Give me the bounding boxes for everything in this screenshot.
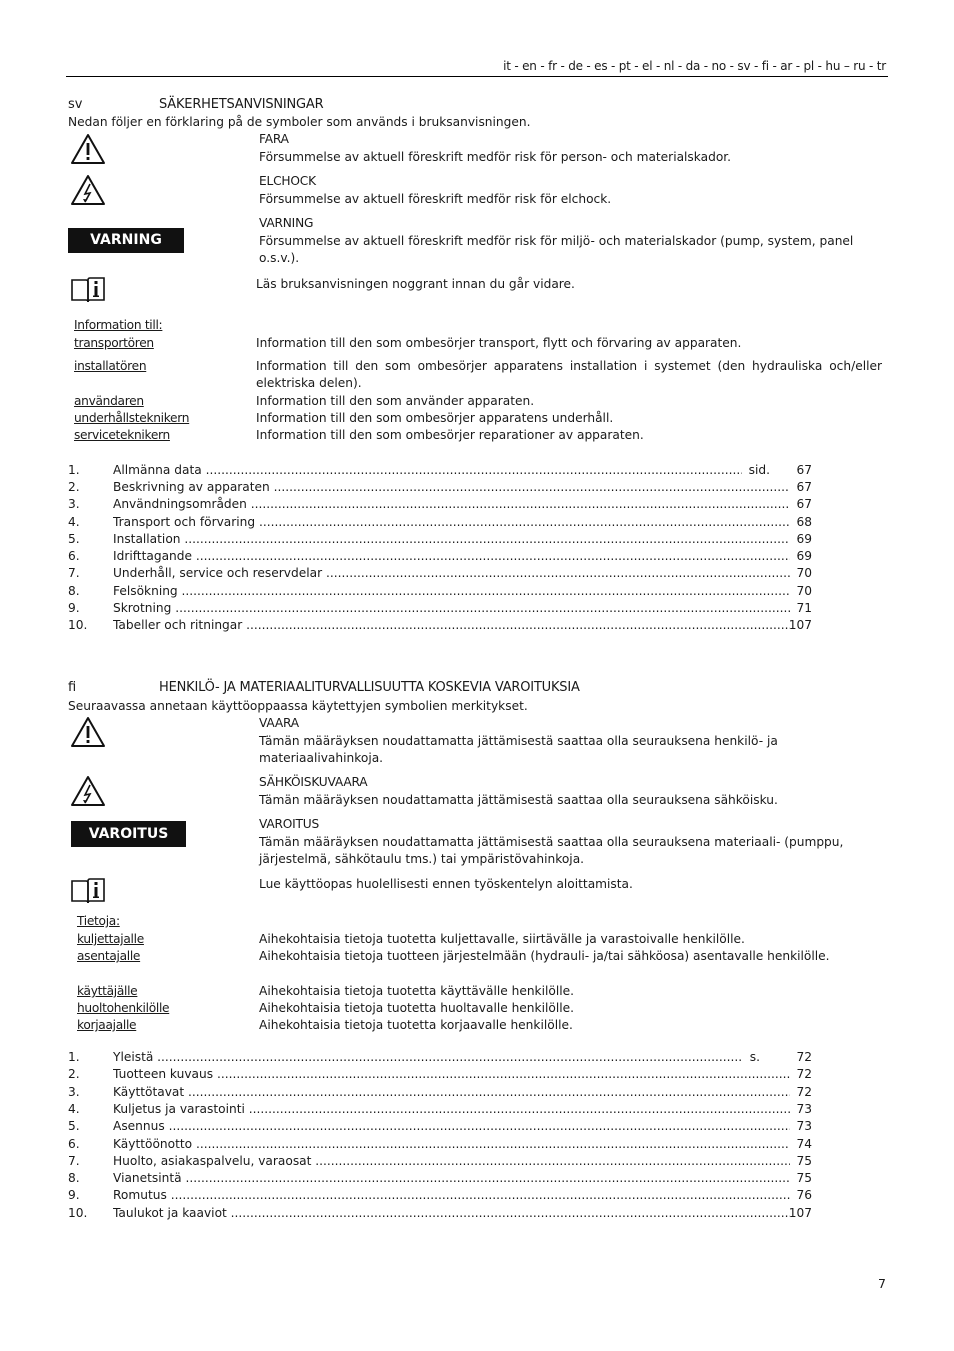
toc-row[interactable] (68, 1187, 812, 1204)
toc-title: Skrotning ..... (113, 600, 790, 617)
toc-number: 7. (68, 566, 80, 580)
info-label-fi: korjaajalle (77, 1018, 137, 1032)
warning-badge-fi: VAROITUS (71, 821, 186, 847)
electric-title-sv: ELCHOCK (259, 174, 316, 188)
toc-number: 5. (68, 1119, 80, 1133)
info-label-sv: transportören (74, 336, 154, 350)
warning-triangle-icon (70, 133, 106, 165)
toc-row[interactable] (68, 496, 812, 513)
toc-number: 6. (68, 1137, 80, 1151)
electric-shock-icon (70, 775, 106, 807)
toc-row[interactable] (68, 479, 812, 496)
toc-page: 107 (788, 618, 812, 632)
toc-title: Transport och förvaring ..... (113, 514, 790, 531)
info-text-sv: Information till den som ombesörjer apparatens installation i systemet (den hydrauliska och/eller elektriska delen). (256, 359, 882, 390)
toc-row[interactable] (68, 462, 812, 479)
info-text-sv: Information till den som ombesörjer transport, flytt och förvaring av apparaten. (256, 336, 742, 350)
toc-page-prefix: sid. (748, 463, 770, 477)
info-label-sv: användaren (74, 394, 144, 408)
toc-page: 72 (796, 1050, 812, 1064)
read-manual-icon (70, 276, 106, 304)
toc-title: Allmänna data ..... (113, 462, 742, 479)
toc-title: Användningsområden ..... (113, 496, 790, 513)
toc-number: 3. (68, 1085, 80, 1099)
danger-text-sv: Försummelse av aktuell föreskrift medför risk för person- och materialskador. (259, 150, 732, 164)
info-label-fi: huoltohenkilölle (77, 1001, 170, 1015)
toc-title: Idrifttagande ..... (113, 548, 790, 565)
toc-number: 7. (68, 1154, 80, 1168)
info-heading-fi: Tietoja: (77, 914, 120, 928)
toc-row[interactable] (68, 531, 812, 548)
toc-title: Yleistä ..... (113, 1049, 742, 1066)
section-code-sv: sv (68, 97, 83, 112)
toc-row[interactable] (68, 548, 812, 565)
toc-page-prefix: s. (749, 1050, 760, 1064)
toc-title: Tuotteen kuvaus ..... (113, 1066, 790, 1083)
info-label-fi: asentajalle (77, 949, 141, 963)
toc-title: Tabeller och ritningar ..... (113, 617, 790, 634)
electric-text-fi: Tämän määräyksen noudattamatta jättämisestä saattaa olla seurauksena sähköisku. (259, 793, 778, 807)
toc-page: 67 (796, 463, 812, 477)
warning-badge-sv: VARNING (68, 228, 184, 253)
info-label-sv: serviceteknikern (74, 428, 170, 442)
info-heading-sv: Information till: (74, 318, 163, 332)
header-rule (66, 76, 888, 77)
toc-title: Käyttötavat ..... (113, 1084, 790, 1101)
toc-page: 68 (796, 515, 812, 529)
toc-page: 72 (796, 1085, 812, 1099)
info-text-sv: Information till den som ombesörjer reparationer av apparaten. (256, 428, 644, 442)
toc-title: Asennus ..... (113, 1118, 790, 1135)
manual-text-sv: Läs bruksanvisningen noggrant innan du går vidare. (256, 277, 575, 291)
danger-title-fi: VAARA (259, 716, 299, 730)
info-label-sv: installatören (74, 359, 147, 373)
warning-text-sv: Försummelse av aktuell föreskrift medför risk för miljö- och materialskador (pump, system, panel o.s.v.). (259, 234, 854, 265)
warning-text-fi: Tämän määräyksen noudattamatta jättämisestä saattaa olla seurauksena materiaali- (pumppu, järjestelmä, sähkötaulu tms.) tai ympäristövahinkoja. (259, 835, 844, 866)
info-text-fi: Aihekohtaisia tietoja tuotetta käyttävälle henkilölle. (259, 984, 574, 998)
toc-number: 2. (68, 480, 80, 494)
section-title-sv: SÄKERHETSANVISNINGAR (159, 97, 324, 112)
toc-page: 75 (796, 1171, 812, 1185)
warning-title-sv: VARNING (259, 216, 314, 230)
danger-text-fi: Tämän määräyksen noudattamatta jättämisestä saattaa olla seurauksena henkilö- ja materiaalivahinkoja. (259, 734, 778, 765)
toc-row[interactable] (68, 1118, 812, 1135)
info-text-fi: Aihekohtaisia tietoja tuotetta korjaavalle henkilölle. (259, 1018, 573, 1032)
electric-title-fi: SÄHKÖISKUVAARA (259, 775, 368, 789)
toc-title: Vianetsintä ..... (113, 1170, 790, 1187)
toc-number: 4. (68, 515, 80, 529)
section-title-fi: HENKILÖ- JA MATERIAALITURVALLISUUTTA KOSKEVIA VAROITUKSIA (159, 680, 580, 695)
toc-row[interactable] (68, 1084, 812, 1101)
toc-number: 8. (68, 1171, 80, 1185)
info-text-fi: Aihekohtaisia tietoja tuotteen järjestelmään (hydrauli- ja/tai sähköosa) asentavalle henkilölle. (259, 949, 830, 963)
toc-title: Installation ..... (113, 531, 790, 548)
warning-triangle-icon (70, 716, 106, 748)
toc-title: Underhåll, service och reservdelar ..... (113, 565, 790, 582)
toc-title: Romutus ..... (113, 1187, 790, 1204)
toc-row[interactable] (68, 1205, 812, 1222)
toc-page: 67 (796, 497, 812, 511)
language-list: it - en - fr - de - es - pt - el - nl - da - no - sv - fi - ar - pl - hu – ru - tr (503, 59, 886, 73)
toc-row[interactable] (68, 565, 812, 582)
toc-number: 10. (68, 618, 88, 632)
warning-title-fi: VAROITUS (259, 817, 320, 831)
toc-title: Käyttöönotto ..... (113, 1136, 790, 1153)
toc-row[interactable] (68, 1049, 812, 1066)
toc-title: Taulukot ja kaaviot ..... (113, 1205, 790, 1222)
info-label-fi: kuljettajalle (77, 932, 144, 946)
toc-page: 74 (796, 1137, 812, 1151)
page-number: 7 (878, 1276, 886, 1291)
toc-row[interactable] (68, 1170, 812, 1187)
toc-row[interactable] (68, 1101, 812, 1118)
danger-title-sv: FARA (259, 132, 289, 146)
toc-page: 69 (796, 532, 812, 546)
manual-text-fi: Lue käyttöopas huolellisesti ennen työskentelyn aloittamista. (259, 877, 633, 891)
toc-title: Beskrivning av apparaten ..... (113, 479, 790, 496)
info-text-fi: Aihekohtaisia tietoja tuotetta kuljettavalle, siirtävälle ja varastoivalle henkilölle. (259, 932, 745, 946)
toc-page: 67 (796, 480, 812, 494)
toc-row[interactable] (68, 514, 812, 531)
toc-row[interactable] (68, 1136, 812, 1153)
toc-number: 3. (68, 497, 80, 511)
toc-number: 2. (68, 1067, 80, 1081)
info-text-sv: Information till den som använder apparaten. (256, 394, 535, 408)
read-manual-icon (70, 877, 106, 905)
toc-title: Kuljetus ja varastointi ..... (113, 1101, 790, 1118)
toc-title: Felsökning ..... (113, 583, 790, 600)
toc-number: 1. (68, 463, 80, 477)
toc-number: 6. (68, 549, 80, 563)
info-label-sv: underhållsteknikern (74, 411, 190, 425)
section-intro-sv: Nedan följer en förklaring på de symboler som används i bruksanvisningen. (68, 115, 531, 129)
toc-page: 73 (796, 1102, 812, 1116)
section-code-fi: fi (68, 680, 77, 695)
electric-text-sv: Försummelse av aktuell föreskrift medför risk för elchock. (259, 192, 612, 206)
info-text-fi: Aihekohtaisia tietoja tuotetta huoltavalle henkilölle. (259, 1001, 574, 1015)
toc-number: 9. (68, 1188, 80, 1202)
toc-row[interactable] (68, 583, 812, 600)
info-label-fi: käyttäjälle (77, 984, 138, 998)
toc-page: 71 (796, 601, 812, 615)
toc-page: 70 (796, 566, 812, 580)
toc-page: 75 (796, 1154, 812, 1168)
toc-number: 4. (68, 1102, 80, 1116)
toc-page: 73 (796, 1119, 812, 1133)
toc-row[interactable] (68, 617, 812, 634)
toc-page: 107 (788, 1206, 812, 1220)
toc-number: 9. (68, 601, 80, 615)
toc-page: 72 (796, 1067, 812, 1081)
toc-title: Huolto, asiakaspalvelu, varaosat ..... (113, 1153, 790, 1170)
toc-page: 70 (796, 584, 812, 598)
toc-number: 1. (68, 1050, 80, 1064)
section-intro-fi: Seuraavassa annetaan käyttöoppaassa käytettyjen symbolien merkitykset. (68, 699, 528, 713)
toc-page: 76 (796, 1188, 812, 1202)
toc-number: 8. (68, 584, 80, 598)
toc-row[interactable] (68, 1066, 812, 1083)
toc-row[interactable] (68, 1153, 812, 1170)
toc-page: 69 (796, 549, 812, 563)
electric-shock-icon (70, 174, 106, 206)
toc-number: 10. (68, 1206, 88, 1220)
info-text-sv: Information till den som ombesörjer apparatens underhåll. (256, 411, 614, 425)
toc-number: 5. (68, 532, 80, 546)
toc-row[interactable] (68, 600, 812, 617)
